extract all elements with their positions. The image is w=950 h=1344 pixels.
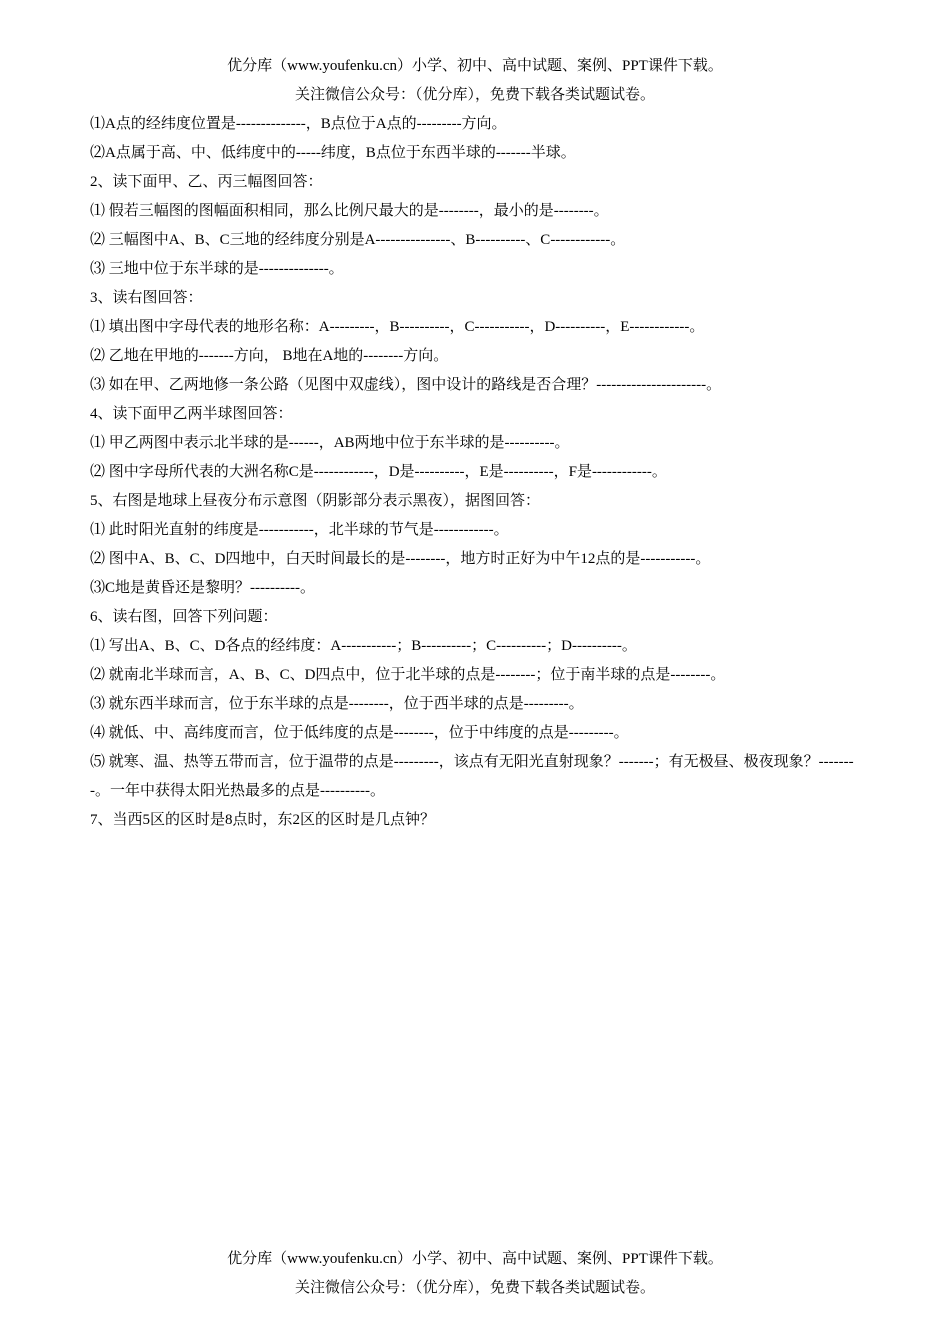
text-line: ⑴ 甲乙两图中表示北半球的是------，AB两地中位于东半球的是----------。 [90, 435, 570, 451]
text-line: ⑴ 此时阳光直射的纬度是-----------，北半球的节气是------------。 [90, 522, 509, 538]
text-line: ⑶ 三地中位于东半球的是--------------。 [90, 261, 344, 277]
text-line: ⑴ 写出A、B、C、D各点的经纬度：A-----------；B----------；C----------；D----------。 [90, 638, 637, 654]
text-line: ⑵ 图中A、B、C、D四地中，白天时间最长的是--------，地方时正好为中午12点的是-----------。 [90, 551, 711, 567]
page-footer [0, 1245, 950, 1303]
text-line: ⑶ 如在甲、乙两地修一条公路（见图中双虚线），图中设计的路线是否合理？----------------------。 [90, 377, 722, 393]
text-line: ⑴ 假若三幅图的图幅面积相同，那么比例尺最大的是--------，最小的是--------。 [90, 203, 609, 219]
question-heading: 2、读下面甲、乙、丙三幅图回答： [90, 174, 323, 190]
question-heading: 6、读右图，回答下列问题： [90, 609, 278, 625]
text-line: ⑶C地是黄昏还是黎明？----------。 [90, 580, 315, 596]
text-line: ⑶ 就东西半球而言，位于东半球的点是--------，位于西半球的点是---------。 [90, 696, 584, 712]
text-line: ⑴A点的经纬度位置是--------------，B点位于A点的---------方向。 [90, 116, 507, 132]
header-line-2: 关注微信公众号：（优分库），免费下载各类试题试卷。 [294, 87, 655, 103]
question-heading: 3、读右图回答： [90, 290, 203, 306]
text-line-wrapped: ⑸ 就寒、温、热等五带而言，位于温带的点是---------，该点有无阳光直射现象？-------；有无极昼、极夜现象？--------。一年中获得太阳光热最多的点是----------。 [90, 754, 854, 799]
text-line: ⑵ 乙地在甲地的-------方向， B地在A地的--------方向。 [90, 348, 449, 364]
text-line: ⑵ 就南北半球而言，A、B、C、D四点中，位于北半球的点是--------；位于南半球的点是--------。 [90, 667, 726, 683]
text-line: ⑵ 三幅图中A、B、C三地的经纬度分别是A---------------、B----------、C------------。 [90, 232, 626, 248]
text-line: ⑷ 就低、中、高纬度而言，位于低纬度的点是--------，位于中纬度的点是---------。 [90, 725, 629, 741]
question-heading: 4、读下面甲乙两半球图回答： [90, 406, 293, 422]
footer-line-1: 优分库（www.youfenku.cn）小学、初中、高中试题、案例、PPT课件下载。 [227, 1251, 723, 1267]
footer-line-2: 关注微信公众号：（优分库），免费下载各类试题试卷。 [294, 1280, 655, 1296]
header-line-1: 优分库（www.youfenku.cn）小学、初中、高中试题、案例、PPT课件下载。 [227, 58, 723, 74]
text-line: ⑵ 图中字母所代表的大洲名称C是------------，D是----------，E是----------，F是------------。 [90, 464, 667, 480]
question-heading: 5、右图是地球上昼夜分布示意图（阴影部分表示黑夜），据图回答： [90, 493, 541, 509]
text-line: ⑴ 填出图中字母代表的地形名称：A---------，B----------，C-----------，D----------，E------------。 [90, 319, 705, 335]
document-body [90, 110, 865, 835]
question-heading: 7、当西5区的区时是8点时，东2区的区时是几点钟？ [90, 812, 436, 828]
page-header [0, 52, 950, 110]
text-line: ⑵A点属于高、中、低纬度中的-----纬度，B点位于东西半球的-------半球。 [90, 145, 576, 161]
